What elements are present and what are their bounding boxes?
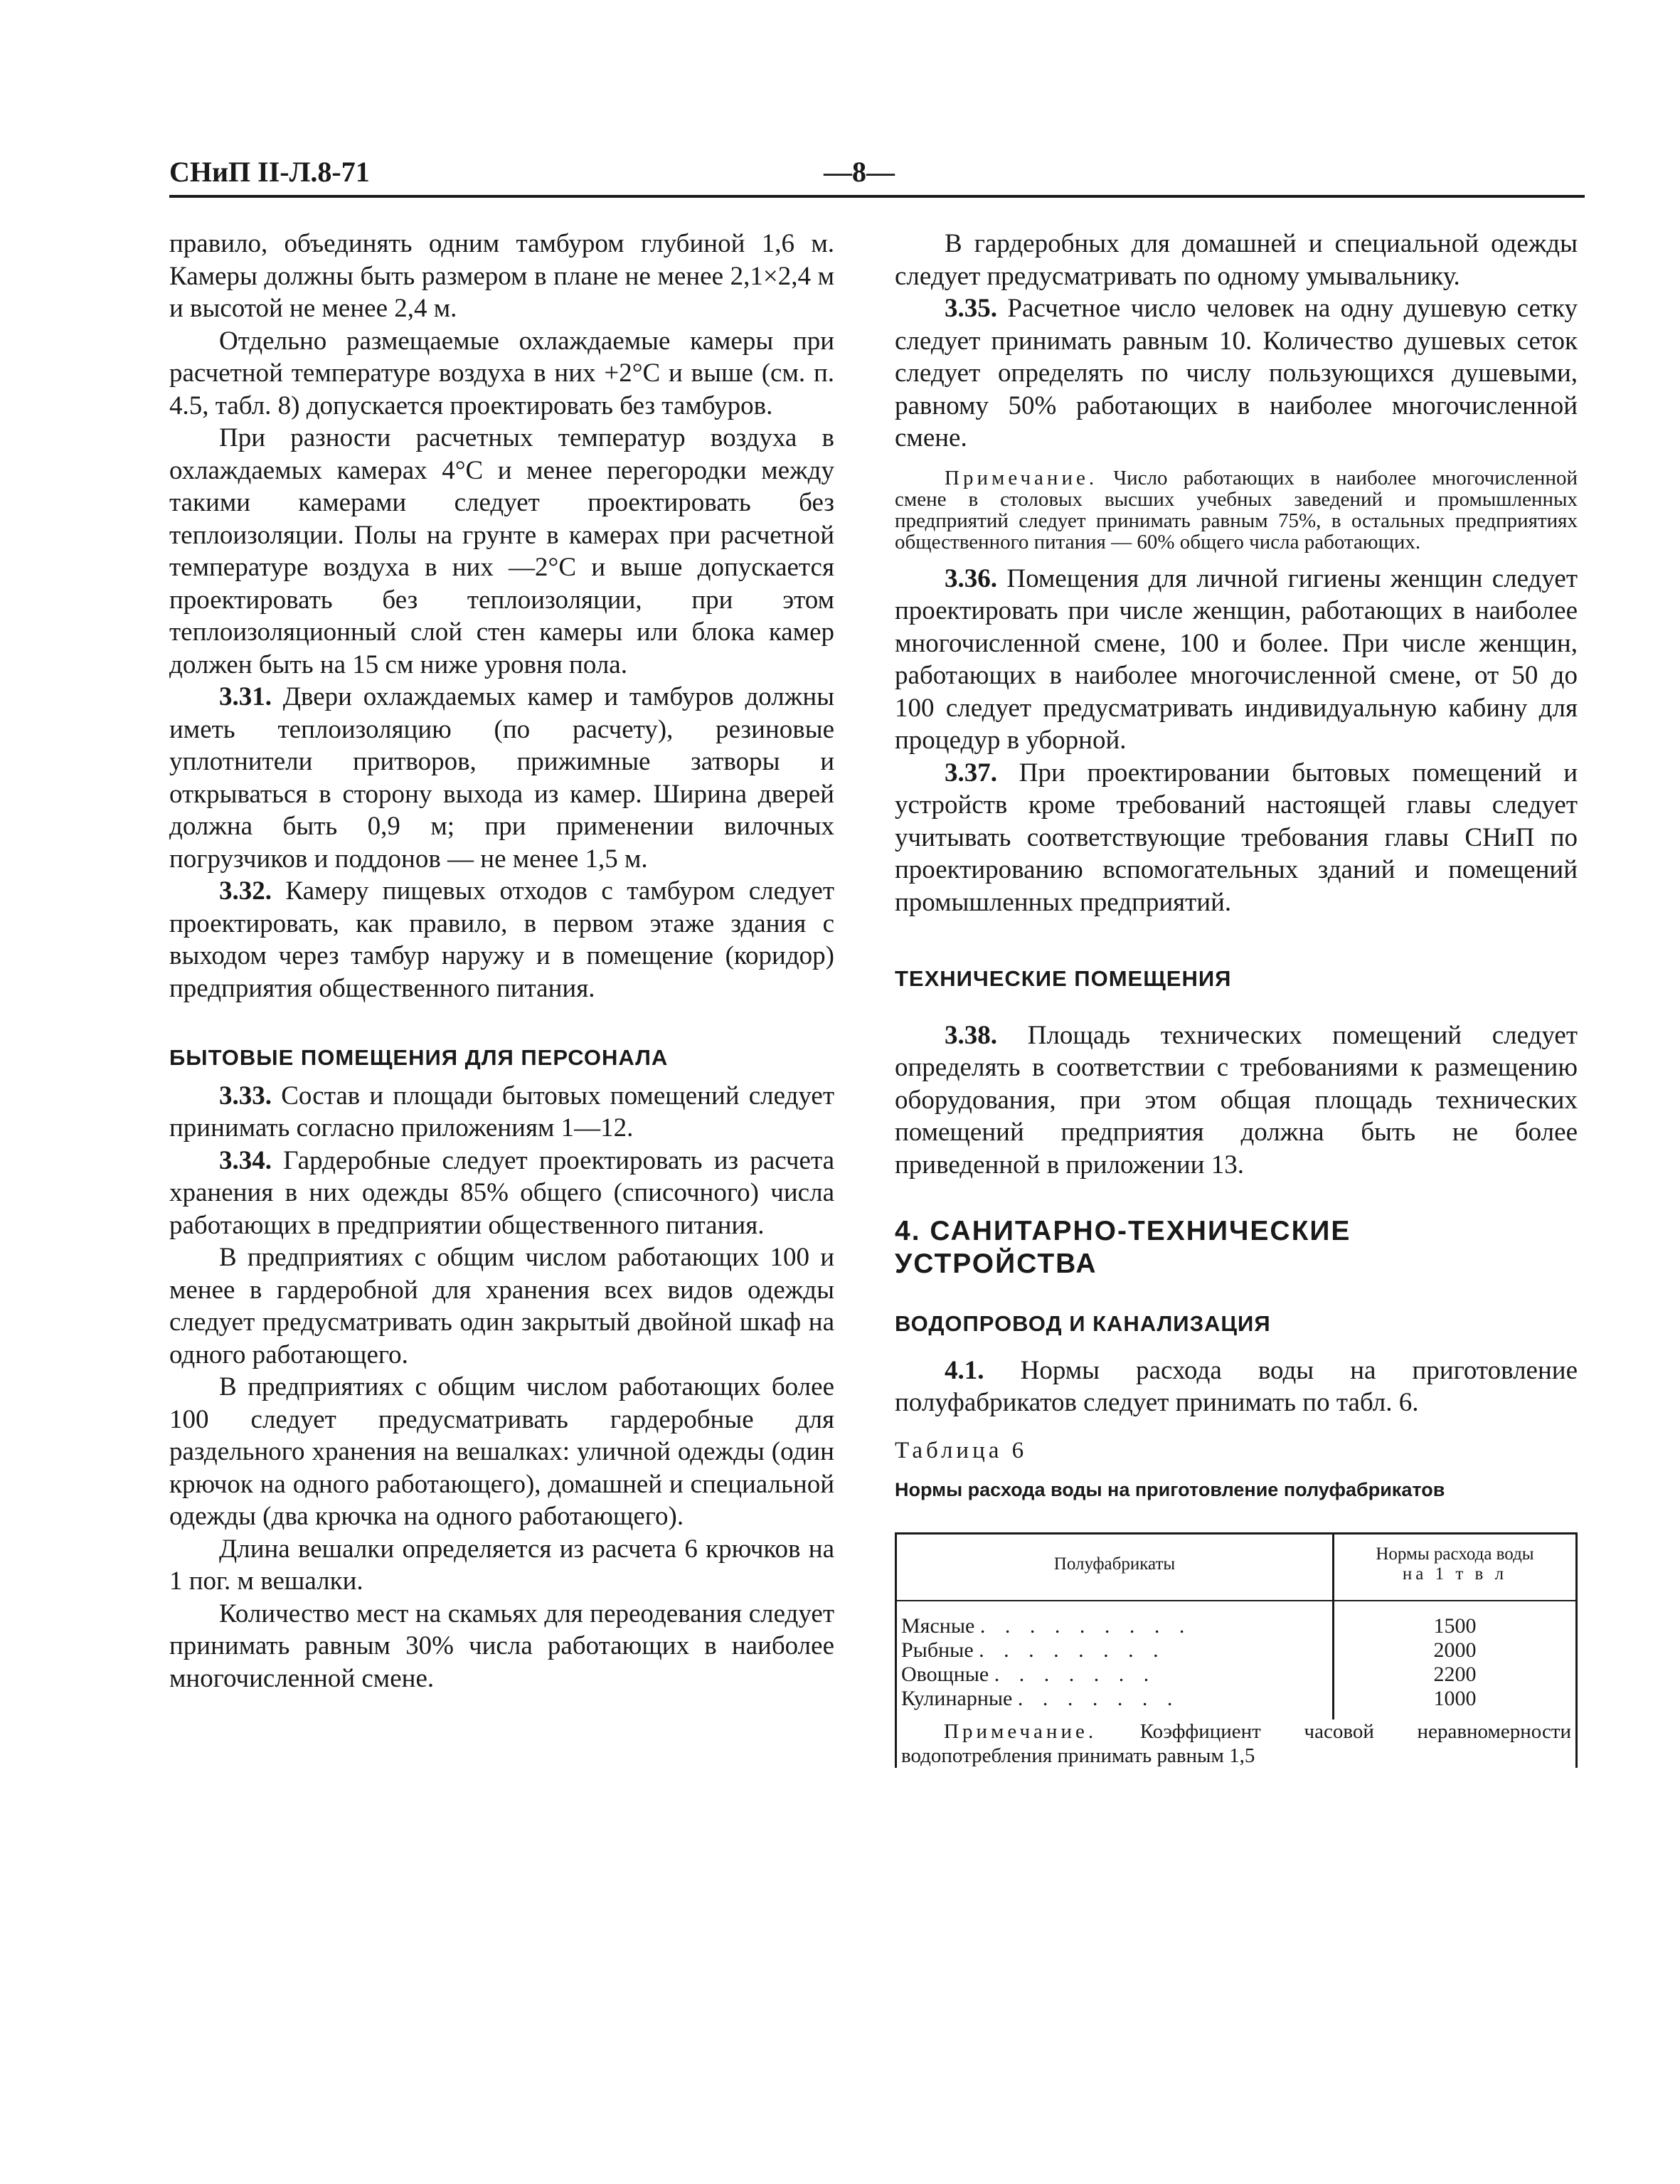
row-value: 2200 <box>1334 1663 1577 1687</box>
section-heading-staff-rooms: БЫТОВЫЕ ПОМЕЩЕНИЯ ДЛЯ ПЕРСОНАЛА <box>169 1045 669 1070</box>
paragraph-hanger-length: Длина вешалки определяется из расчета 6 крючков на 1 пог. м вешалки. <box>169 1534 834 1596</box>
clause-number: 3.33. <box>219 1081 272 1110</box>
clause-number: 3.35. <box>945 294 997 323</box>
paragraph-100-or-less: В предприятиях с общим числом работающих 100 и менее в гардеробной для хранения всех видов одежды следует предусматривать один закрытый двойной шкаф на одного работающего. <box>169 1243 834 1369</box>
clause-text: Двери охлаждаемых камер и тамбуров должны иметь теплоизоляцию (по расчету), резиновые уплотнители притворов, прижимные затворы и открываться в сторону выхода из камер. Ширина дверей должна быть 0,9 м; при применении вилочных погрузчиков и поддонов — не менее 1,5 м. <box>169 682 834 874</box>
table-row <box>896 1663 1577 1687</box>
clause-3-35 <box>895 292 1578 455</box>
section-heading-water-supply: ВОДОПРОВОД И КАНАЛИЗАЦИЯ <box>895 1311 1271 1336</box>
clause-3-31 <box>169 681 834 875</box>
page-number: —8— <box>824 156 895 188</box>
note-label: Примечание. <box>944 1719 1097 1743</box>
header-line-1: Нормы расхода воды <box>1376 1544 1534 1564</box>
row-name: Овощные <box>901 1662 989 1686</box>
row-value: 1000 <box>1334 1687 1577 1719</box>
table-note-row <box>896 1719 1577 1768</box>
row-value: 1500 <box>1334 1601 1577 1638</box>
right-column <box>895 228 1578 1768</box>
clause-text: Состав и площади бытовых помещений следует принимать согласно приложениям 1—12. <box>169 1081 835 1143</box>
row-name: Кулинарные <box>901 1686 1013 1710</box>
table-row <box>896 1638 1577 1663</box>
document-code: СНиП II-Л.8-71 <box>169 156 370 188</box>
column-header-semi-products: Полуфабрикаты <box>896 1533 1334 1601</box>
clause-number: 3.37. <box>945 758 997 788</box>
water-norms-table <box>895 1532 1578 1768</box>
page-header <box>169 155 1585 198</box>
paragraph-more-than-100: В предприятиях с общим числом работающих более 100 следует предусматривать гардеробные для раздельного хранения на вешалках: уличной одежды (один крючок на одного работающего), домашней и специальной одежды (два крючка на одного работающего). <box>169 1372 834 1531</box>
clause-3-38 <box>895 1019 1578 1182</box>
clause-number: 4.1. <box>945 1355 984 1385</box>
clause-number: 3.34. <box>219 1145 272 1175</box>
column-header-water-norm <box>1334 1533 1577 1601</box>
clause-text: Гардеробные следует проектировать из расчета хранения в них одежды 85% общего (списочного) числа работающих в предприятии общественного питания. <box>169 1145 835 1240</box>
row-value: 2000 <box>1334 1638 1577 1663</box>
clause-4-1 <box>895 1355 1578 1419</box>
note-label: Примечание. <box>945 466 1098 489</box>
clause-text: Нормы расхода воды на приготовление полуфабрикатов следует принимать по табл. 6. <box>895 1355 1578 1417</box>
row-name-cell: Овощные . . . . . . . <box>896 1663 1334 1687</box>
table-row <box>896 1687 1577 1719</box>
paragraph-vestibule: правило, объединять одним тамбуром глубиной 1,6 м. Камеры должны быть размером в плане не менее 2,1×2,4 м и высотой не менее 2,4 м. <box>169 229 834 323</box>
note-text: Число работающих в наиболее многочисленной смене в столовых высших учебных заведений и промышленных предприятий следует принимать равным 75%, в остальных предприятиях общественного питания — 60% общего числа работающих. <box>895 466 1578 553</box>
row-name: Мясные <box>901 1613 975 1638</box>
clause-3-33 <box>169 1080 834 1145</box>
note-text: Коэффициент часовой неравномерности водопотребления принимать равным 1,5 <box>901 1719 1572 1767</box>
clause-text: Расчетное число человек на одну душевую сетку следует принимать равным 10. Количество душевых сеток следует определять по числу пользующихся душевыми, равному 50% работающих в наиболее многочисленной смене. <box>895 294 1578 452</box>
row-name-cell: Рыбные . . . . . . . . <box>896 1638 1334 1663</box>
row-name-cell: Мясные . . . . . . . . . <box>896 1601 1334 1638</box>
header-line-2: на 1 т в л <box>1402 1564 1508 1584</box>
chapter-heading-line1: 4. САНИТАРНО-ТЕХНИЧЕСКИЕ <box>895 1216 1351 1246</box>
paragraph-washbasin: В гардеробных для домашней и специальной одежды следует предусматривать по одному умывальнику. <box>895 229 1578 291</box>
clause-text: При проектировании бытовых помещений и устройств кроме требований настоящей главы следует учитывать соответствующие требования главы СНиП по проектированию вспомогательных зданий и помещений промышленных предприятий. <box>895 758 1578 917</box>
clause-3-34 <box>169 1145 834 1242</box>
table-row <box>896 1601 1577 1638</box>
clause-number: 3.31. <box>219 682 272 711</box>
left-column <box>169 228 834 1695</box>
clause-text: Камеру пищевых отходов с тамбуром следует проектировать, как правило, в первом этаже здания с выходом через тамбур наружу и в помещение (коридор) предприятия общественного питания. <box>169 876 834 1003</box>
clause-3-32 <box>169 875 834 1004</box>
table-title: Нормы расхода воды на приготовление полуфабрикатов <box>895 1479 1445 1500</box>
clause-number: 3.36. <box>945 563 997 593</box>
header-rule <box>169 195 1585 198</box>
note-shift-workers <box>895 467 1578 553</box>
row-name-cell: Кулинарные . . . . . . . <box>896 1687 1334 1719</box>
clause-3-37 <box>895 757 1578 919</box>
clause-text: Площадь технических помещений следует определять в соответствии с требованиями к размещению оборудования, при этом общая площадь технических помещений предприятия должна быть не более приведенной в приложении 13. <box>895 1020 1578 1180</box>
clause-text: Помещения для личной гигиены женщин следует проектировать при числе женщин, работающих в наиболее многочисленной смене, 100 и более. При числе женщин, работающих в наиболее многочисленной смене, от 50 до 100 следует предусматривать индивидуальную кабину для процедур в уборной. <box>895 563 1578 755</box>
chapter-heading-line2: УСТРОЙСТВА <box>895 1249 1097 1279</box>
paragraph-separate-chambers: Отдельно размещаемые охлаждаемые камеры при расчетной температуре воздуха в них +2°С и выше (см. п. 4.5, табл. 8) допускается проектировать без тамбуров. <box>169 326 834 420</box>
paragraph-bench-places: Количество мест на скамьях для переодевания следует принимать равным 30% числа работающих в наиболее многочисленной смене. <box>169 1599 834 1693</box>
row-name: Рыбные <box>901 1638 974 1662</box>
section-heading-technical-rooms: ТЕХНИЧЕСКИЕ ПОМЕЩЕНИЯ <box>895 966 1232 991</box>
paragraph-temperature-difference: При разности расчетных температур воздуха в охлаждаемых камерах 4°С и менее перегородки между такими камерами следует проектировать без теплоизоляции. Полы на грунте в камерах при расчетной температуре воздуха в них —2°С и выше допускается проектировать без теплоизоляции, при этом теплоизоляционный слой стен камеры или блока камер должен быть на 15 см ниже уровня пола. <box>169 423 834 679</box>
clause-number: 3.32. <box>219 876 272 906</box>
table-label: Таблица 6 <box>895 1437 1028 1463</box>
clause-3-36 <box>895 563 1578 757</box>
table-note <box>896 1719 1577 1768</box>
table-header-row <box>896 1533 1577 1601</box>
clause-number: 3.38. <box>945 1020 997 1050</box>
